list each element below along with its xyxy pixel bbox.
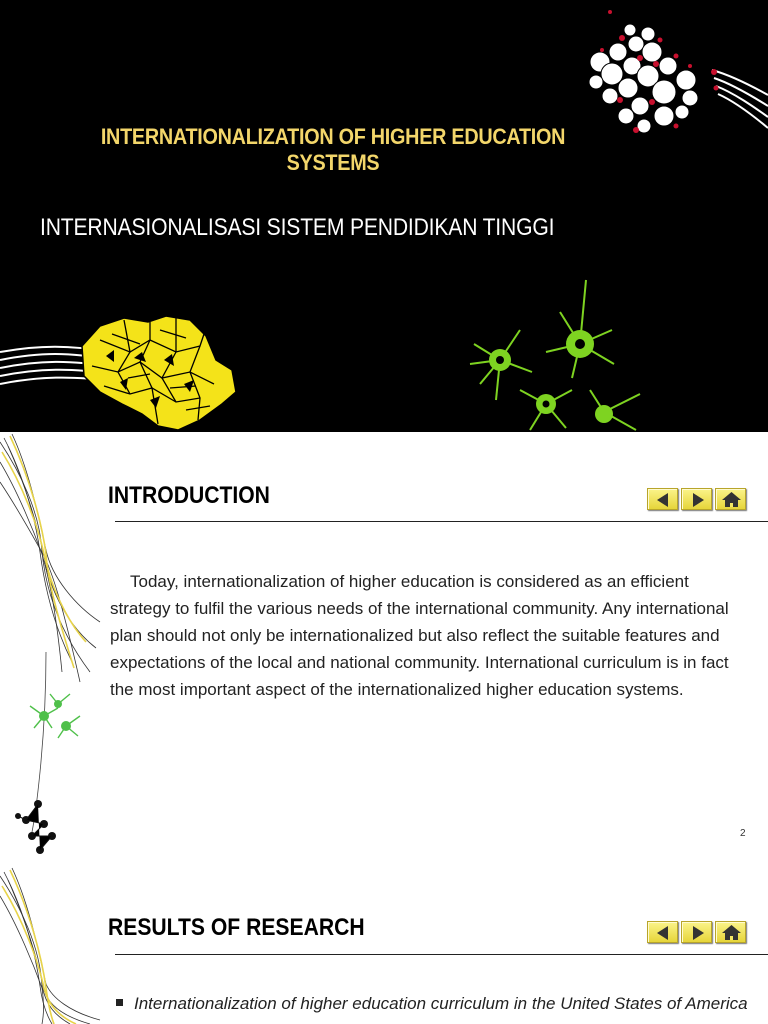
green-neuron-small-graphic [30,694,80,738]
title-slide [0,0,768,432]
results-slide [0,866,768,1024]
bullet-square-icon [116,999,123,1006]
left-sidebar-decoration-2 [0,866,110,1024]
left-sidebar-decoration [0,432,110,866]
slide-title [78,124,587,176]
arrow-left-icon [648,489,679,511]
prev-slide-button[interactable] [647,921,678,943]
next-slide-button[interactable] [681,921,712,943]
home-slide-button[interactable] [715,921,746,943]
prev-slide-button[interactable] [647,488,678,510]
slide-title-line1: INTERNATIONALIZATION OF HIGHER EDUCATION [100,124,566,149]
slide-subtitle: INTERNASIONALISASI SISTEM PENDIDIKAN TINGGI [40,214,555,241]
slide-heading: RESULTS OF RESEARCH [108,914,365,941]
next-slide-button[interactable] [681,488,712,510]
arrow-right-icon [682,922,713,944]
intro-paragraph-text: Today, internationalization of higher education is considered as an efficient strategy to fulfil the various needs of the international community. Any international plan should not only be internationalized but also reflect the suitable features and expectations of the local and national community. International curriculum is in fact the most important aspect of the internationalized higher education systems. [110,572,729,699]
heading-divider [115,954,768,955]
home-slide-button[interactable] [715,488,746,510]
yellow-mosaic-graphic [82,316,236,430]
slide-heading: INTRODUCTION [108,482,270,509]
slide-nav [647,488,746,510]
slide-nav [647,921,746,943]
introduction-slide [0,432,768,866]
arrow-left-icon [648,922,679,944]
intro-paragraph [110,568,740,703]
white-curves-right-graphic [712,70,768,128]
green-neuron-bodies-graphic [489,330,613,423]
home-icon [716,489,747,511]
heading-divider [115,521,768,522]
page-number: 2 [740,828,746,839]
bubble-cluster-graphic [589,24,698,133]
slide-title-line2: SYSTEMS [286,150,380,175]
arrow-right-icon [682,489,713,511]
bullet-text: Internationalization of higher education curriculum in the United States of America [134,994,748,1013]
home-icon [716,922,747,944]
